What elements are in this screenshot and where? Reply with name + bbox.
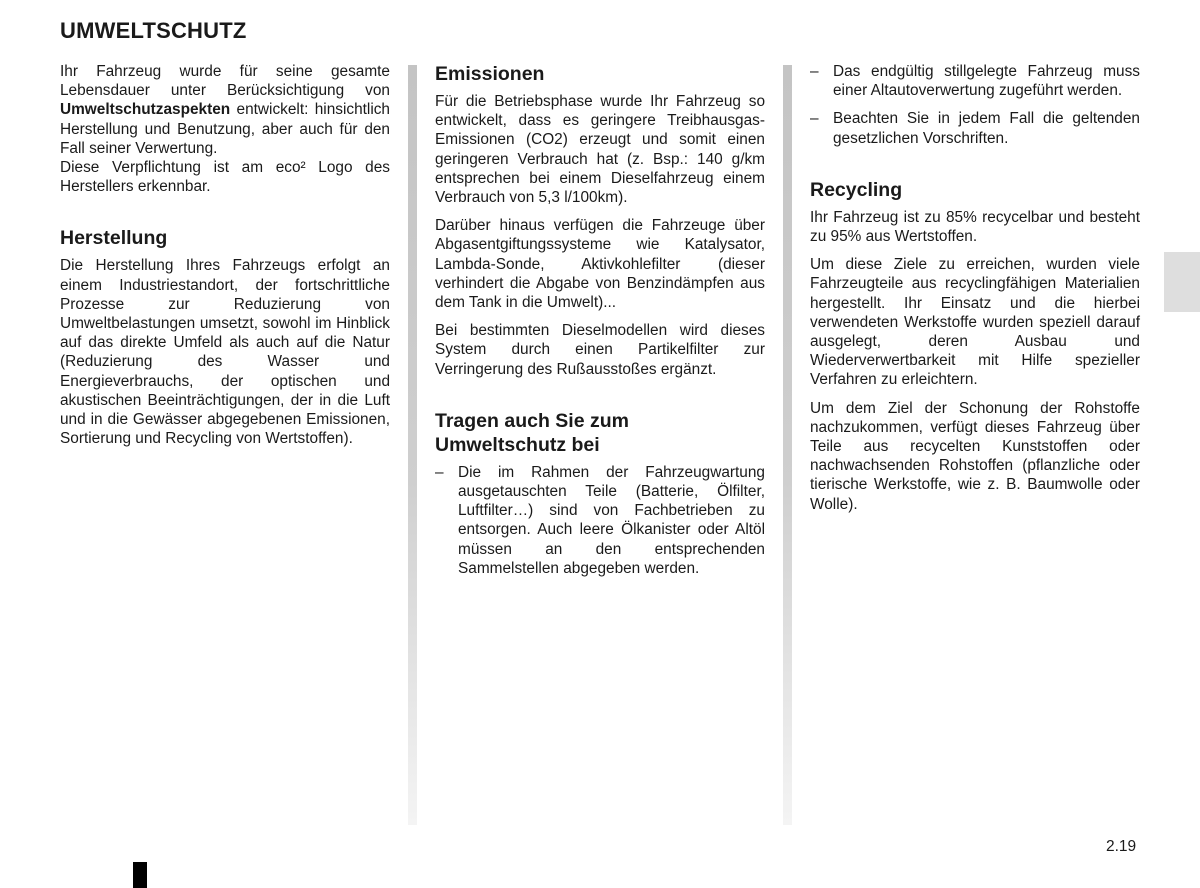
- column-separator-right: [783, 65, 792, 825]
- dash-marker: –: [435, 463, 444, 481]
- dash-marker: –: [810, 63, 819, 80]
- tragen-bullet-3-text: Beachten Sie in jedem Fall die geltenden gesetzlichen Vorschriften.: [833, 110, 1140, 147]
- emissionen-paragraph-2: Darüber hinaus verfügen die Fahrzeuge über Abgasentgiftungssysteme wie Katalysator, Lambda-Sonde, Aktivkohlefilter (dieser verhindert die Abgabe von Benzindämpfen aus dem Tank in die Umwelt)...: [435, 217, 765, 312]
- recycling-paragraph-2: Um diese Ziele zu erreichen, wurden viele Fahrzeugteile aus recyclingfähigen Materialien hergestellt. Ihr Einsatz und die hierbei verwendeten Werkstoffe wurden speziell darauf ausgelegt, deren Ausbau und Wiederverwertbarkeit mit Hilfe spezieller Verfahren zu erleichtern.: [810, 256, 1140, 389]
- recycling-heading: Recycling: [810, 178, 903, 201]
- tragen-bullet-1: [435, 463, 765, 578]
- intro-text-part2: entwickelt: hinsichtlich Herstellung und Benutzung, aber auch für den Fall seiner Verwertung.: [60, 101, 390, 157]
- emissionen-paragraph-1: Für die Betriebsphase wurde Ihr Fahrzeug so entwickelt, dass es geringere Treibhausgas-Emissionen (CO2) erzeugt und somit einen geringeren Verbrauch hat (z. Bsp.: 140 g/km entsprechen bei einem Dieselfahrzeug einem Verbrauch von 5,3 l/100km).: [435, 93, 765, 207]
- emissionen-paragraph-3: Bei bestimmten Dieselmodellen wird dieses System durch einen Partikelfilter zur Verringerung des Rußausstoßes ergänzt.: [435, 322, 765, 378]
- tragen-heading-line2: Umweltschutz bei: [435, 433, 600, 456]
- crop-mark: [133, 862, 147, 888]
- herstellung-paragraph: Die Herstellung Ihres Fahrzeugs erfolgt an einem Industriestandort, der fortschrittliche Prozesse zur Reduzierung von Umweltbelastungen umsetzt, sowohl im Hinblick auf das direkte Umfeld als auch auf die Natur (Reduzierung des Wasser und Energieverbrauchs, der optischen und akustischen Beeinträchtigungen, der in die Luft und in die Gewässer abgegebenen Emissionen, Sortierung und Recycling von Wertstoffen).: [60, 257, 390, 448]
- intro-text-line2: Diese Verpflichtung ist am eco² Logo des Herstellers erkennbar.: [60, 159, 390, 196]
- tragen-heading-line1: Tragen auch Sie zum: [435, 409, 629, 432]
- emissionen-heading: Emissionen: [435, 63, 545, 85]
- page-title: UMWELTSCHUTZ: [60, 18, 247, 43]
- intro-paragraph: [60, 62, 390, 196]
- page-number: 2.19: [1106, 838, 1137, 855]
- column-middle: [435, 62, 765, 587]
- column-left: [60, 62, 390, 457]
- tragen-bullet-3: [810, 109, 1140, 147]
- column-right: [810, 62, 1140, 523]
- herstellung-heading: Herstellung: [60, 227, 168, 250]
- chapter-tab-marker: [1164, 252, 1200, 312]
- column-separator-left: [408, 65, 417, 825]
- recycling-paragraph-3: Um dem Ziel der Schonung der Rohstoffe nachzukommen, verfügt dieses Fahrzeug über Teile aus recycelten Kunststoffen oder nachwachsenden Rohstoffen (pflanzliche oder tierische Werkstoffe, wie z. B. Baumwolle oder Wolle).: [810, 399, 1140, 513]
- tragen-bullet-2-text: Das endgültig stillgelegte Fahrzeug muss einer Altautoverwertung zugeführt werden.: [833, 63, 1140, 100]
- tragen-bullet-1-text: Die im Rahmen der Fahrzeugwartung ausgetauschten Teile (Batterie, Ölfilter, Luftfilter…) sind von Fachbetrieben zu entsorgen. Auch leere Ölkanister oder Altöl müssen an den entsprechenden Sammelstellen abgegeben werden.: [458, 463, 765, 577]
- tragen-bullet-2: [810, 62, 1140, 100]
- dash-marker: –: [810, 110, 819, 128]
- tragen-heading: [435, 409, 765, 457]
- intro-text-part1: Ihr Fahrzeug wurde für seine gesamte Lebensdauer unter Berücksichtigung von: [60, 63, 390, 100]
- recycling-paragraph-1: Ihr Fahrzeug ist zu 85% recycelbar und besteht zu 95% aus Wertstoffen.: [810, 208, 1140, 246]
- intro-text-bold: Umweltschutzaspekten: [60, 101, 231, 119]
